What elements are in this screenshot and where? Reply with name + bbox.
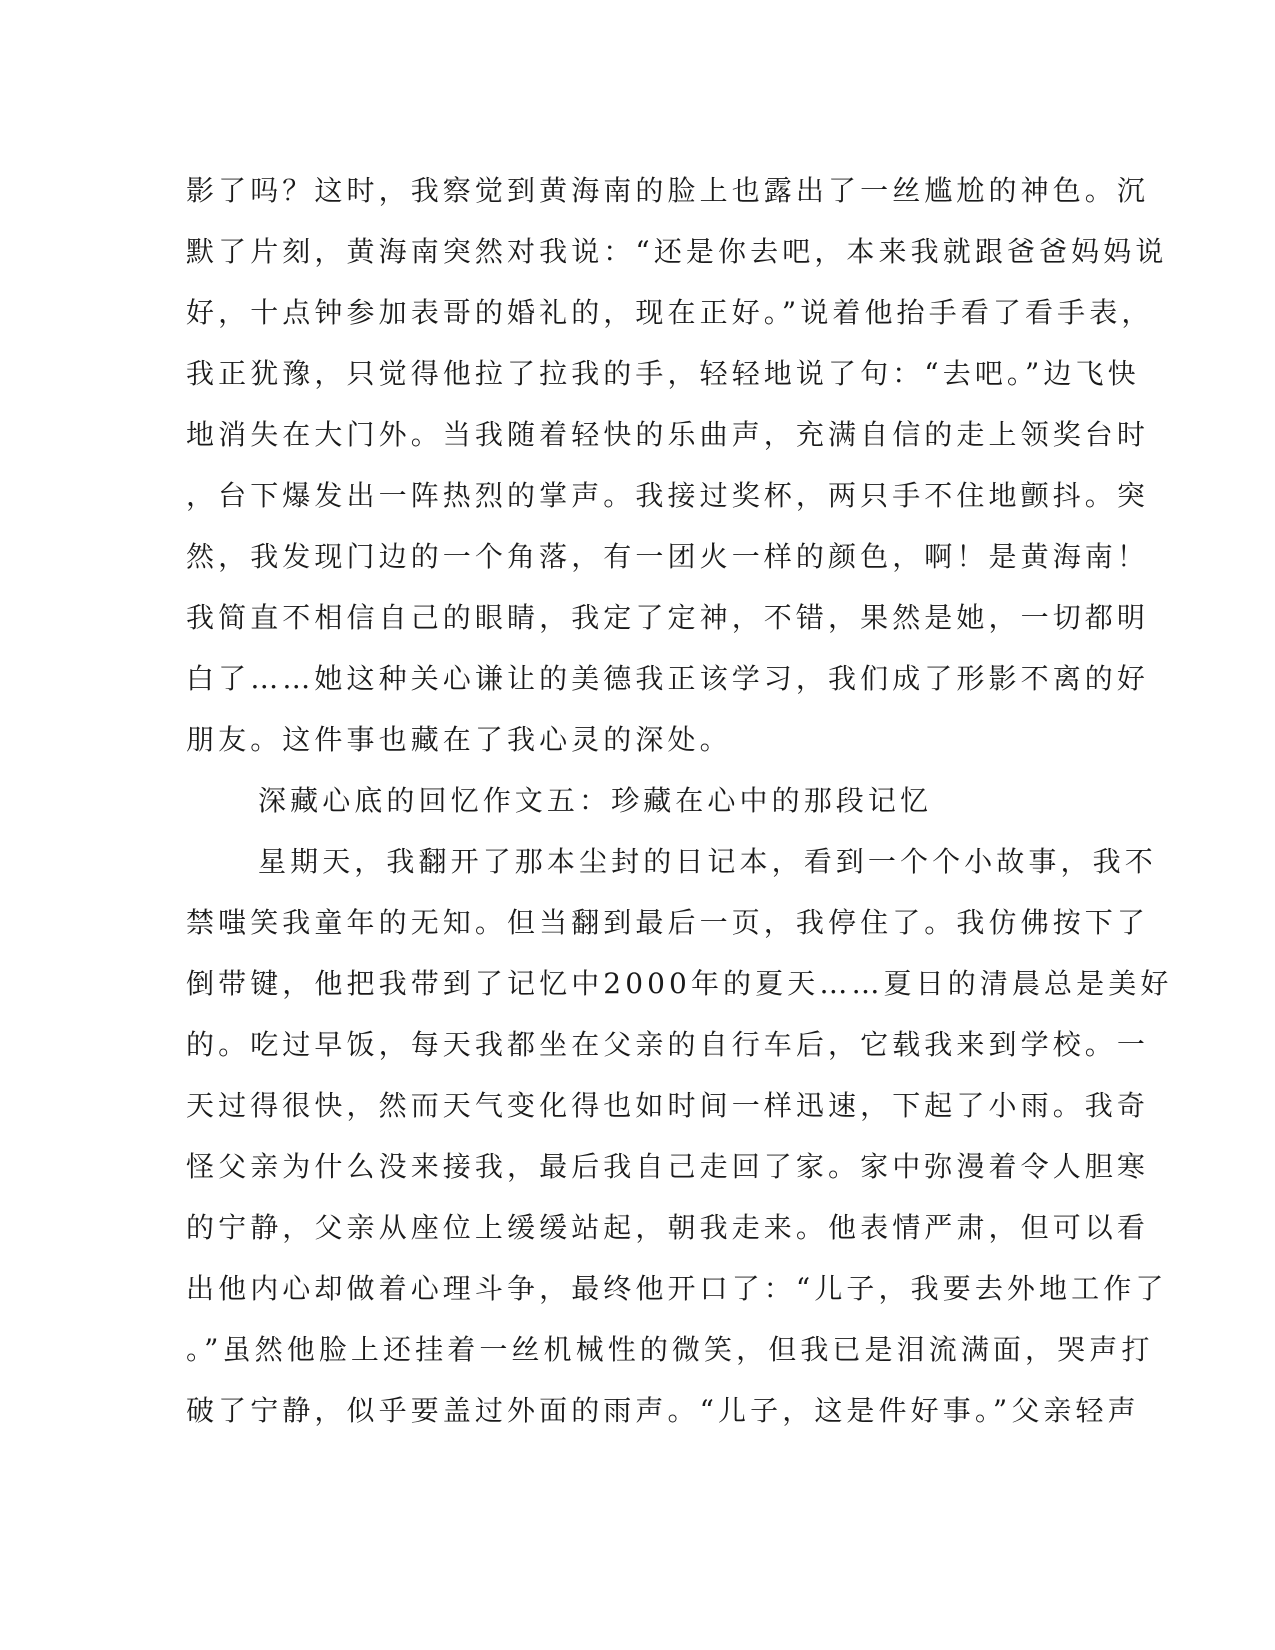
text-line: 我正犹豫，只觉得他拉了拉我的手，轻轻地说了句：“去吧。”边飞快 — [186, 357, 1140, 390]
text-line: 天过得很快，然而天气变化得也如时间一样迅速，下起了小雨。我奇 — [186, 1089, 1150, 1122]
article-body — [186, 160, 1173, 1441]
text-line: 的。吃过早饭，每天我都坐在父亲的自行车后，它载我来到学校。一 — [186, 1028, 1150, 1061]
text-line: 。”虽然他脸上还挂着一丝机械性的微笑，但我已是泪流满面，哭声打 — [186, 1333, 1154, 1366]
text-line: ，台下爆发出一阵热烈的掌声。我接过奖杯，两只手不住地颤抖。突 — [186, 479, 1150, 512]
text-line: 然，我发现门边的一个角落，有一团火一样的颜色，啊！是黄海南！ — [186, 540, 1150, 573]
text-line: 我简直不相信自己的眼睛，我定了定神，不错，果然是她，一切都明 — [186, 601, 1150, 634]
text-line: 的宁静，父亲从座位上缓缓站起，朝我走来。他表情严肃，但可以看 — [186, 1211, 1150, 1244]
text-line: 影了吗？这时，我察觉到黄海南的脸上也露出了一丝尴尬的神色。沉 — [186, 174, 1150, 207]
text-line: 破了宁静，似乎要盖过外面的雨声。“儿子，这是件好事。”父亲轻声 — [186, 1394, 1140, 1427]
text-line: 禁嗤笑我童年的无知。但当翻到最后一页，我停住了。我仿佛按下了 — [186, 906, 1150, 939]
text-line: 白了……她这种关心谦让的美德我正该学习，我们成了形影不离的好 — [186, 662, 1150, 695]
text-line: 出他内心却做着心理斗争，最终他开口了：“儿子，我要去外地工作了 — [186, 1272, 1168, 1305]
text-line: 地消失在大门外。当我随着轻快的乐曲声，充满自信的走上领奖台时 — [186, 418, 1150, 451]
section-heading: 深藏心底的回忆作文五：珍藏在心中的那段记忆 — [258, 784, 933, 817]
text-line: 默了片刻，黄海南突然对我说：“还是你去吧，本来我就跟爸爸妈妈说 — [186, 235, 1168, 268]
text-line: 星期天，我翻开了那本尘封的日记本，看到一个个小故事，我不 — [258, 845, 1157, 878]
text-line: 怪父亲为什么没来接我，最后我自己走回了家。家中弥漫着令人胆寒 — [186, 1150, 1150, 1183]
text-line: 好，十点钟参加表哥的婚礼的，现在正好。”说着他抬手看了看手表， — [186, 296, 1154, 329]
text-line: 倒带键，他把我带到了记忆中2000年的夏天……夏日的清晨总是美好 — [186, 967, 1173, 1000]
text-line: 朋友。这件事也藏在了我心灵的深处。 — [186, 723, 732, 756]
